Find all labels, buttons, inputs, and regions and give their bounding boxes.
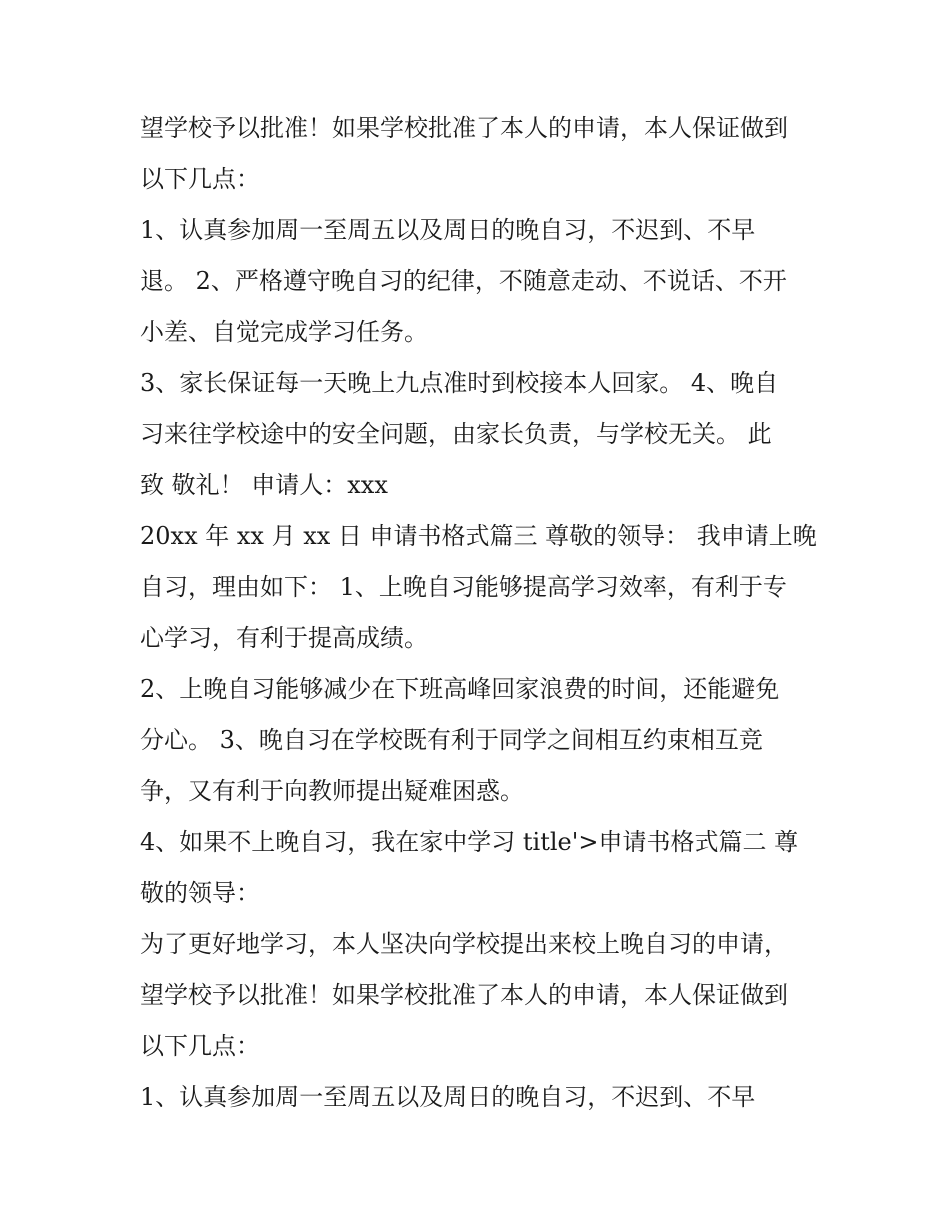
text-line: 心学习，有利于提高成绩。 [140, 624, 428, 652]
text-line: 望学校予以批准！如果学校批准了本人的申请，本人保证做到 [140, 114, 788, 142]
text-line: 1、认真参加周一至周五以及周日的晚自习，不迟到、不早 [140, 216, 756, 244]
text-line: 为了更好地学习，本人坚决向学校提出来校上晚自习的申请， [140, 930, 788, 958]
text-line: 望学校予以批准！如果学校批准了本人的申请，本人保证做到 [140, 981, 788, 1009]
text-line: 致 敬礼！ 申请人：xxx [140, 471, 388, 499]
text-line: 4、如果不上晚自习，我在家中学习 title'>申请书格式篇二 尊 [140, 828, 799, 856]
text-line: 争，又有利于向教师提出疑难困惑。 [140, 777, 524, 805]
text-line: 3、家长保证每一天晚上九点准时到校接本人回家。 4、晚自 [140, 369, 779, 397]
text-line: 小差、自觉完成学习任务。 [140, 318, 428, 346]
text-line: 20xx 年 xx 月 xx 日 申请书格式篇三 尊敬的领导： 我申请上晚 [140, 522, 817, 550]
text-line: 以下几点： [140, 1032, 260, 1060]
text-line: 1、认真参加周一至周五以及周日的晚自习，不迟到、不早 [140, 1083, 756, 1111]
text-line: 分心。 3、晚自习在学校既有利于同学之间相互约束相互竞 [140, 726, 763, 754]
text-line: 退。 2、严格遵守晚自习的纪律，不随意走动、不说话、不开 [140, 267, 787, 295]
text-line: 敬的领导： [140, 879, 260, 907]
text-line: 自习，理由如下： 1、上晚自习能够提高学习效率，有利于专 [140, 573, 787, 601]
text-line: 以下几点： [140, 165, 260, 193]
text-line: 2、上晚自习能够减少在下班高峰回家浪费的时间，还能避免 [140, 675, 780, 703]
text-line: 习来往学校途中的安全问题，由家长负责，与学校无关。 此 [140, 420, 772, 448]
